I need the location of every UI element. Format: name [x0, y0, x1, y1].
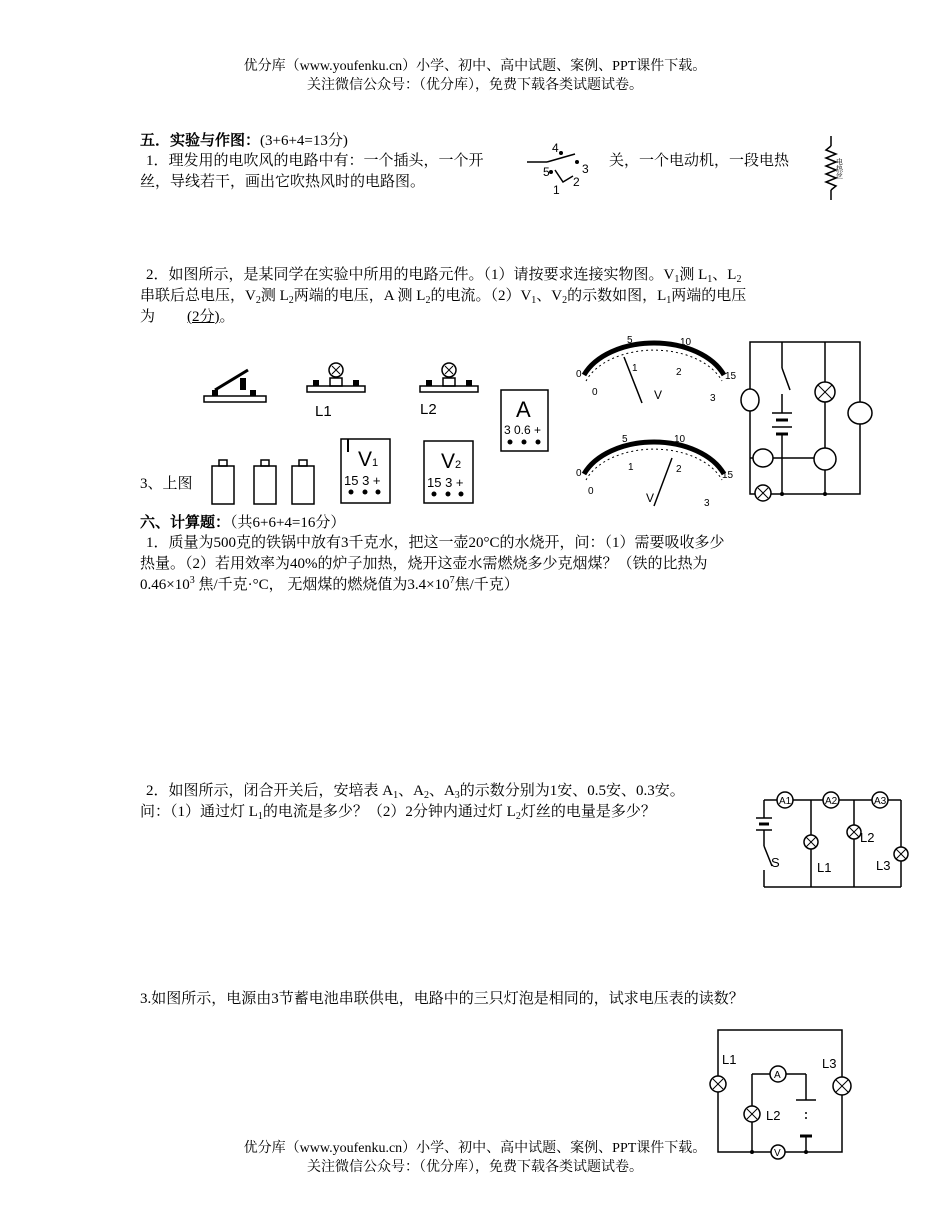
q5-1-line-1a: 1．理发用的电吹风的电路中有：一个插头，一个开 [146, 153, 484, 169]
svg-text:5: 5 [622, 434, 628, 445]
svg-text:0: 0 [592, 387, 598, 398]
section-6-title: 六、计算题： [140, 515, 231, 531]
section-5-score: (3+6+4=13分) [260, 133, 348, 149]
circuit2-l1: L1 [817, 860, 832, 875]
q5-1-line-1b: 关，一个电动机，一段电热 [609, 153, 790, 169]
footer-line-1: 优分库（www.youfenku.cn）小学、初中、高中试题、案例、PPT课件下载。 [243, 1141, 707, 1156]
q5-2-line-1: 2．如图所示，是某同学在实验中所用的电路元件。（1）请按要求连接实物图。$V_1$测 $L_1$、$L_2$ [146, 267, 742, 285]
svg-text:2: 2 [676, 464, 682, 475]
v1-title: V [358, 448, 373, 471]
q5-2-line-2: 串联后总电压，$V_2$测 $L_2$两端的电压，A 测 $L_2$的电流。$(2)V_1$、$V_2$的示数如图，$L_1$两端的电压 [140, 288, 747, 306]
switch-label-3: 3 [582, 162, 589, 176]
circuit3-l1: L1 [722, 1052, 737, 1067]
svg-text:0: 0 [588, 486, 594, 497]
circuit2-a1: A1 [779, 796, 792, 807]
section-6-score: （共6+6+4=16分） [230, 515, 346, 531]
v1-scale: 15 3 + [344, 473, 381, 488]
v2-scale: 15 3 + [427, 475, 464, 490]
header-line-2: 关注微信公众号：（优分库），免费下载各类试题试卷。 [307, 78, 643, 93]
ammeter-title: A [516, 397, 531, 422]
v2-title: V [441, 450, 456, 473]
knife-switch-icon [200, 360, 270, 408]
q6-1-line-2: 热量。（2）若用效率为40%的炉子加热，烧开这壶水需燃烧多少克烟煤？（铁的比热为 [140, 556, 708, 572]
voltmeter-dial-1 [572, 333, 740, 405]
svg-text:V: V [654, 388, 663, 402]
svg-text:1: 1 [632, 363, 638, 374]
q6-2-line-2: 问：（1）通过灯 $L_1$的电流是多少？（2）2分钟内通过灯 $L_2$灯丝的电量是多少？ [140, 804, 656, 822]
circuit3-v: V [774, 1148, 781, 1159]
section-5-title: 五．实验与作图： [140, 133, 261, 149]
bulb-l1-icon [305, 360, 367, 420]
svg-text:1: 1 [628, 462, 634, 473]
circuit3-l2: L2 [766, 1108, 781, 1123]
answer-blank: (2分) [187, 309, 220, 325]
svg-text:5: 5 [627, 335, 633, 346]
svg-text:V1: V1 [358, 448, 379, 471]
circuit3-l3: L3 [822, 1056, 837, 1071]
footer-line-2: 关注微信公众号：（优分库），免费下载各类试题试卷。 [307, 1160, 643, 1175]
circuit2-s: S [771, 855, 780, 870]
section-5-heading [140, 130, 820, 152]
circuit2-l2: L2 [860, 830, 875, 845]
q6-1-line-1: 1．质量为500克的铁锅中放有3千克水，把这一壶20°C的水烧开，问：（1）需要吸收多少 [146, 535, 725, 551]
svg-text:0: 0 [576, 369, 582, 380]
svg-text:2: 2 [676, 367, 682, 378]
svg-text:3: 3 [710, 393, 716, 404]
svg-text:0: 0 [576, 468, 582, 479]
battery-cells-icon [208, 458, 320, 506]
switch-label-1: 1 [553, 183, 560, 197]
q5-3-label: 3、上图 [140, 476, 193, 492]
section-6-heading [140, 512, 820, 534]
q5-2-line-3: 为 (2分)。 [140, 309, 235, 325]
svg-text:V: V [646, 491, 655, 505]
circuit-diagram-1 [738, 338, 874, 498]
voltmeter-v2-box-icon [423, 440, 475, 506]
l2-label: L2 [420, 401, 437, 418]
header-line-1: 优分库（www.youfenku.cn）小学、初中、高中试题、案例、PPT课件下载。 [243, 59, 707, 74]
q6-1-line-3: $0.46\times 10^3$ 焦/千克·°C， 无烟煤的燃烧值为$3.4\times 10^7$焦/千克） [140, 575, 519, 593]
heater-label: 电热丝 [835, 158, 843, 179]
svg-text:10: 10 [680, 337, 692, 348]
q6-3-text: 3.如图所示，电源由3节蓄电池串联供电，电路中的三只灯泡是相同的，试求电压表的读数？ [140, 991, 744, 1007]
switch-label-5: 5 [543, 165, 550, 179]
selector-switch-icon [525, 140, 600, 198]
heater-wire-icon [823, 136, 853, 202]
q6-2-line-1: 2．如图所示，闭合开关后，安培表 $A_1$、$A_2$、$A_3$的示数分别为1安、0.5安、0.3安。 [146, 783, 685, 801]
ammeter-box-icon [500, 389, 550, 453]
q5-1-line-2: 丝，导线若干，画出它吹热风时的电路图。 [140, 174, 426, 190]
svg-text:15: 15 [725, 371, 737, 382]
ammeter-scale: 3 0.6 + [504, 423, 542, 437]
svg-text:10: 10 [674, 434, 686, 445]
bulb-l2-icon [418, 360, 480, 420]
svg-text:V2: V2 [441, 450, 462, 473]
circuit3-a: A [774, 1070, 781, 1081]
circuit2-l3: L3 [876, 858, 891, 873]
voltmeter-dial-2 [572, 432, 740, 508]
circuit2-a3: A3 [874, 796, 887, 807]
l1-label: L1 [315, 403, 332, 420]
circuit2-a2: A2 [825, 796, 838, 807]
switch-label-2: 2 [573, 175, 580, 189]
voltmeter-v1-box-icon [340, 438, 392, 506]
svg-text:3: 3 [704, 498, 710, 509]
svg-text:15: 15 [722, 470, 734, 481]
switch-label-4: 4 [552, 141, 559, 155]
circuit-diagram-2 [754, 790, 914, 892]
